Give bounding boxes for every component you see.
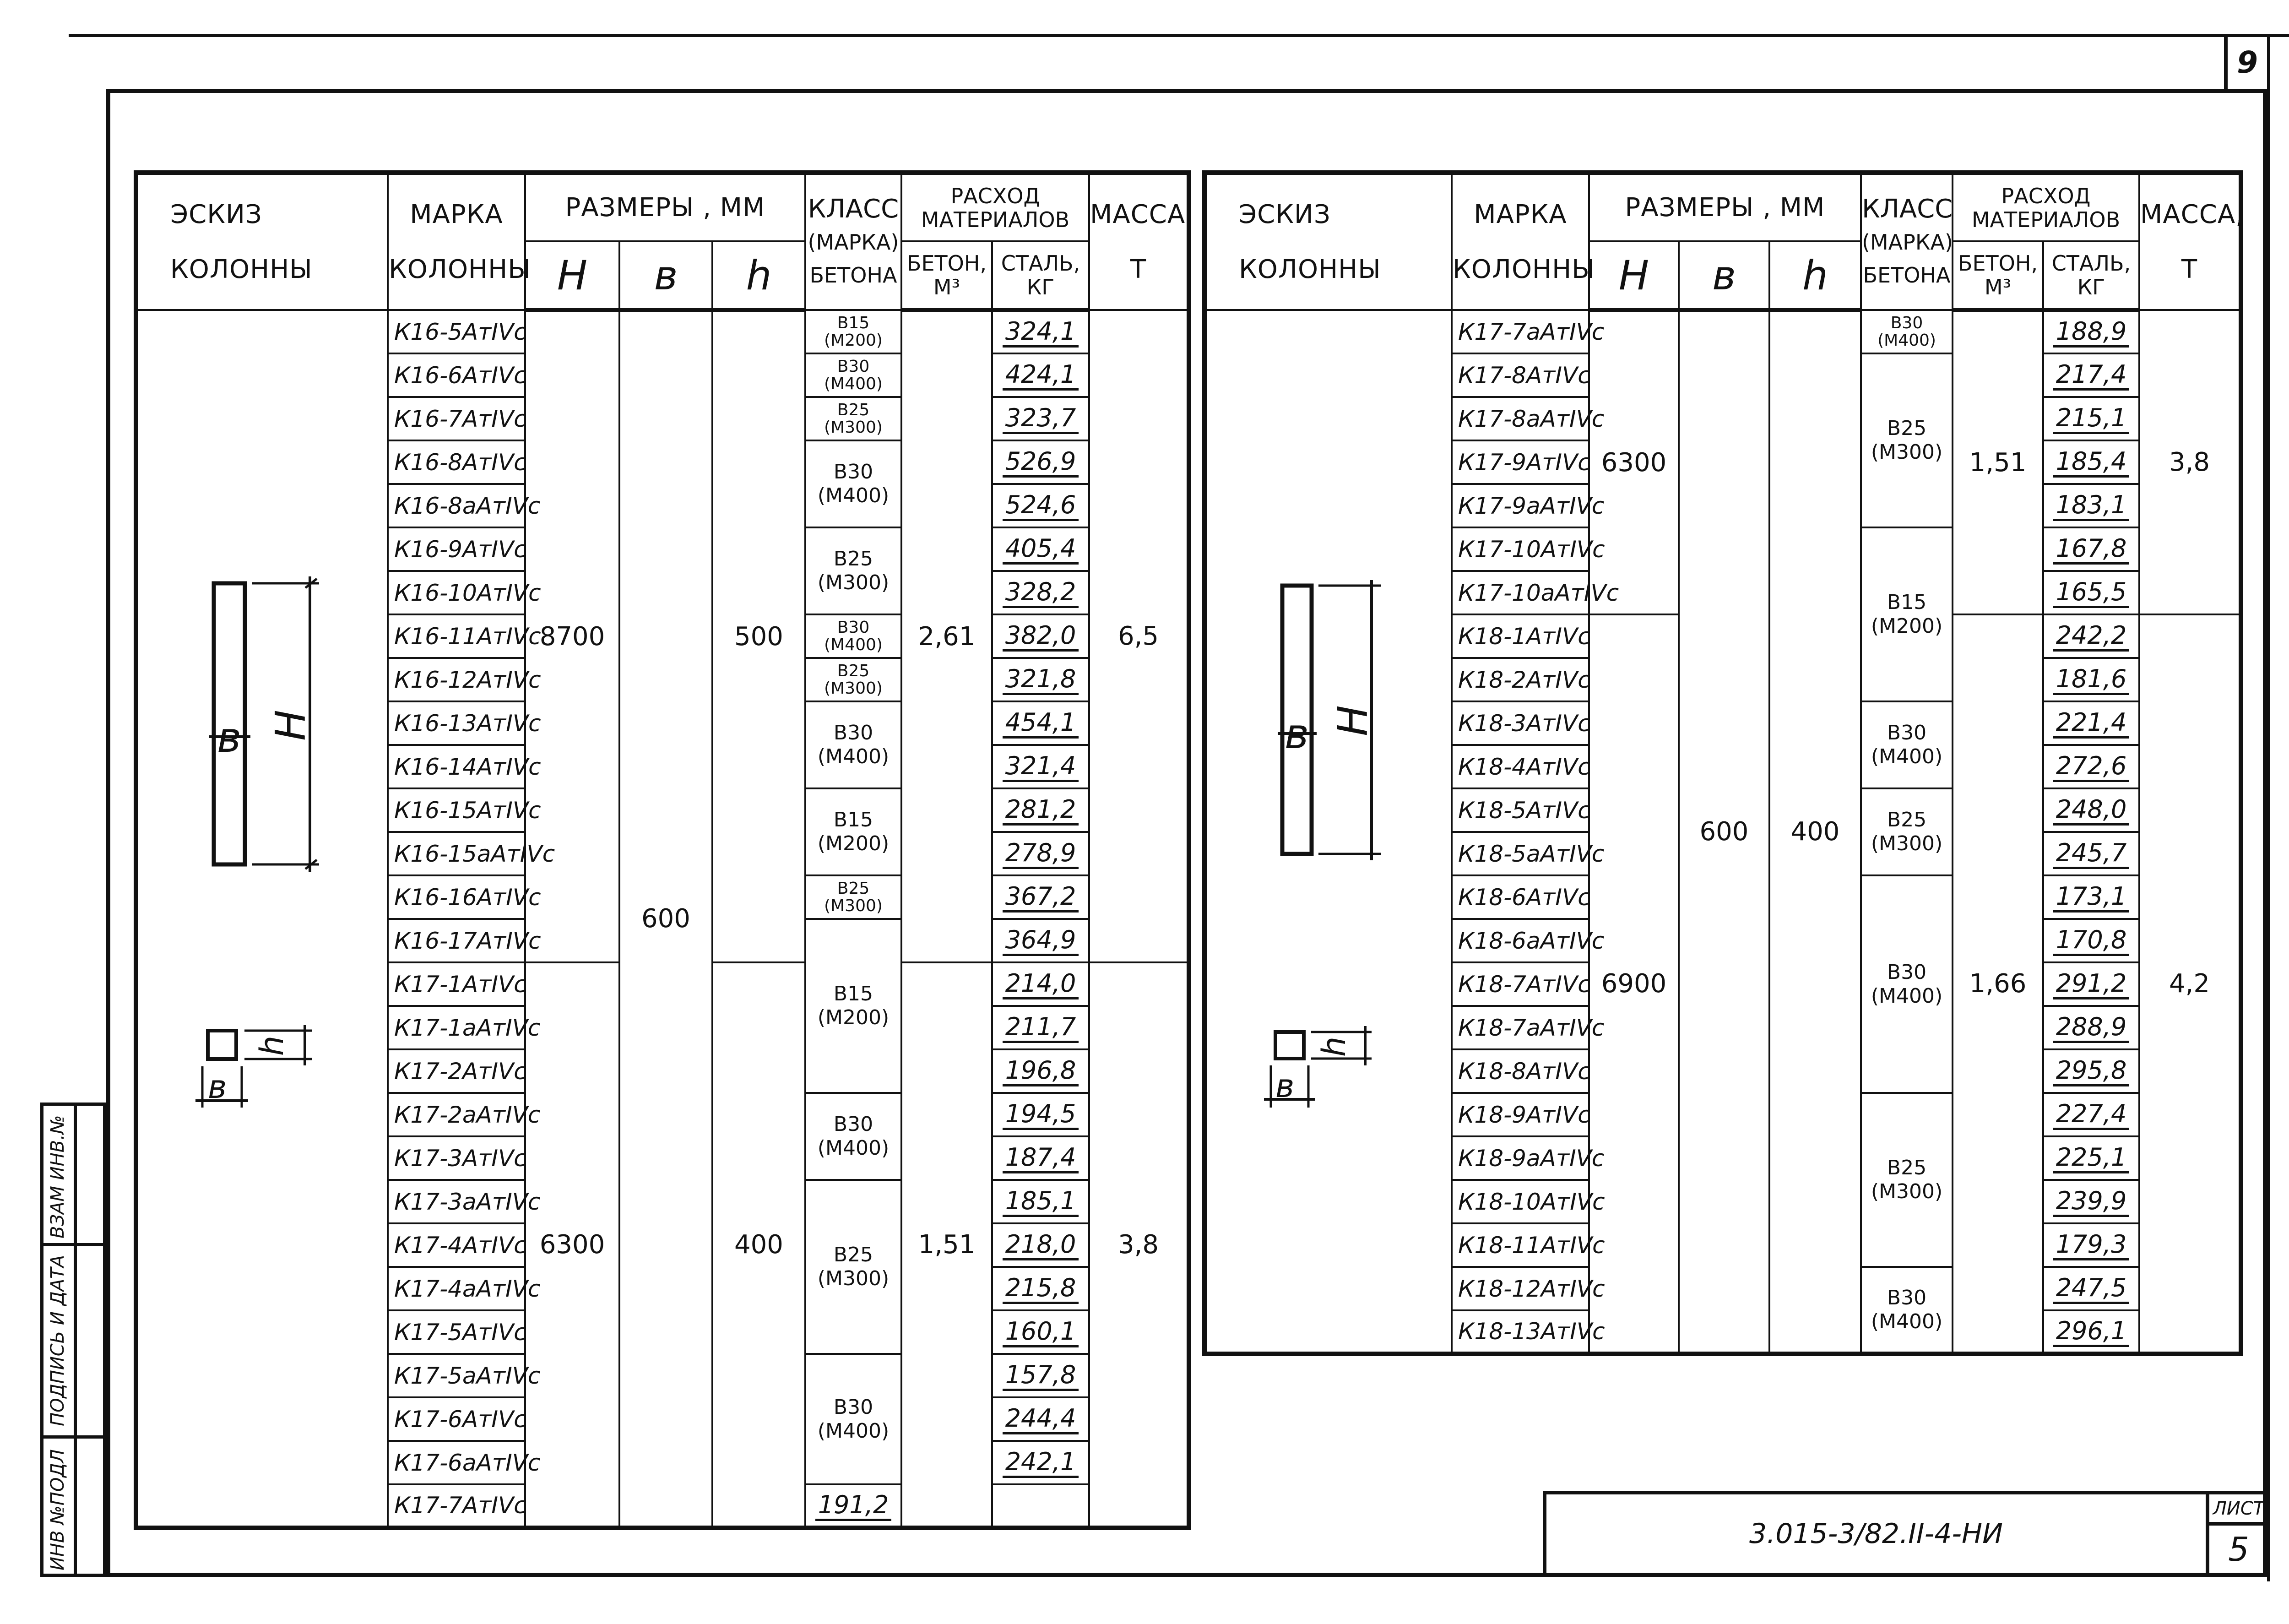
steel-value: 278,9 bbox=[1003, 839, 1079, 869]
header-class: КЛАСС (МАРКА) БЕТОНА bbox=[805, 173, 901, 310]
steel-value: 217,4 bbox=[2053, 361, 2130, 391]
sketch-H-label: H bbox=[266, 710, 315, 741]
steel-mass bbox=[992, 745, 1089, 788]
concrete-class: В25 (М300) bbox=[805, 1180, 901, 1354]
header-concrete: БЕТОН, М³ bbox=[901, 241, 992, 310]
steel-value: 295,8 bbox=[2053, 1057, 2130, 1086]
column-mark: К18-11АтIVс bbox=[1452, 1223, 1589, 1267]
column-mark: К17-2АтIVс bbox=[388, 1049, 525, 1093]
concrete-class: В30 (М400) bbox=[805, 353, 901, 397]
concrete-class: В30 (М400) bbox=[805, 614, 901, 658]
concrete-class: В25 (М300) bbox=[1861, 1093, 1953, 1267]
column-mark: К17-3аАтIVс bbox=[388, 1180, 525, 1223]
header-class: КЛАСС (МАРКА) БЕТОНА bbox=[1861, 173, 1953, 310]
column-mark: К17-8АтIVс bbox=[1452, 353, 1589, 397]
header-mark: МАРКА КОЛОННЫ bbox=[1452, 173, 1589, 310]
steel-mass bbox=[992, 1180, 1089, 1223]
steel-value: 245,7 bbox=[2053, 839, 2130, 869]
column-mark: К17-5АтIVс bbox=[388, 1310, 525, 1354]
steel-mass bbox=[992, 527, 1089, 571]
steel-value: 183,1 bbox=[2053, 491, 2130, 521]
header-usage: РАСХОД МАТЕРИАЛОВ bbox=[1953, 173, 2139, 241]
steel-mass bbox=[2043, 571, 2139, 614]
concrete-class: В30 (М400) bbox=[1861, 310, 1953, 353]
steel-value: 324,1 bbox=[1003, 318, 1079, 348]
steel-value: 191,2 bbox=[815, 1491, 892, 1521]
stamp-signature-date: ПОДПИСЬ И ДАТА bbox=[47, 1255, 68, 1426]
header-b: в bbox=[619, 241, 712, 310]
steel-mass bbox=[2043, 1136, 2139, 1180]
concrete-class: В15 (М200) bbox=[1861, 527, 1953, 701]
column-mark: К16-15АтIVс bbox=[388, 788, 525, 832]
steel-mass bbox=[992, 440, 1089, 484]
steel-mass bbox=[992, 1006, 1089, 1049]
steel-value: 188,9 bbox=[2053, 318, 2130, 348]
steel-value: 239,9 bbox=[2053, 1187, 2130, 1217]
column-mark: К18-9АтIVс bbox=[1452, 1093, 1589, 1136]
column-mark: К18-7аАтIVс bbox=[1452, 1006, 1589, 1049]
concrete-class: В15 (М200) bbox=[805, 788, 901, 875]
steel-value: 296,1 bbox=[2053, 1317, 2130, 1347]
steel-value: 321,8 bbox=[1003, 665, 1079, 695]
column-sketch bbox=[138, 311, 385, 1524]
concrete-class: В30 (М400) bbox=[805, 1093, 901, 1180]
column-mark: К16-7АтIVс bbox=[388, 397, 525, 440]
header-h: h bbox=[712, 241, 805, 310]
column-mark: К16-16АтIVс bbox=[388, 875, 525, 919]
depth-h: 400 bbox=[1769, 310, 1861, 1354]
steel-value: 211,7 bbox=[1003, 1013, 1079, 1043]
steel-value: 367,2 bbox=[1003, 883, 1079, 912]
concrete-class: В30 (М400) bbox=[1861, 701, 1953, 788]
column-mark: К17-1аАтIVс bbox=[388, 1006, 525, 1049]
steel-mass bbox=[2043, 310, 2139, 353]
header-H: H bbox=[525, 241, 619, 310]
steel-mass bbox=[992, 1093, 1089, 1136]
column-mark: К18-1АтIVс bbox=[1452, 614, 1589, 658]
steel-mass bbox=[992, 614, 1089, 658]
column-mark: К18-7АтIVс bbox=[1452, 962, 1589, 1006]
steel-value: 221,4 bbox=[2053, 709, 2130, 739]
steel-mass bbox=[2043, 875, 2139, 919]
header-concrete: БЕТОН, М³ bbox=[1953, 241, 2043, 310]
header-sketch: ЭСКИЗ КОЛОННЫ bbox=[136, 173, 388, 310]
sketch-h-label: h bbox=[253, 1035, 291, 1056]
sheet-label: ЛИСТ bbox=[2213, 1498, 2265, 1519]
steel-value: 424,1 bbox=[1003, 361, 1079, 391]
steel-value: 194,5 bbox=[1003, 1100, 1079, 1130]
steel-value: 225,1 bbox=[2053, 1144, 2130, 1173]
steel-value: 328,2 bbox=[1003, 578, 1079, 608]
steel-value: 288,9 bbox=[2053, 1013, 2130, 1043]
column-mark: К17-2аАтIVс bbox=[388, 1093, 525, 1136]
concrete-class: В25 (М300) bbox=[805, 527, 901, 614]
steel-mass bbox=[2043, 614, 2139, 658]
column-mark: К17-6АтIVс bbox=[388, 1397, 525, 1441]
concrete-volume: 1,51 bbox=[901, 962, 992, 1528]
depth-h: 400 bbox=[712, 962, 805, 1528]
column-mark: К17-7АтIVс bbox=[388, 1484, 525, 1528]
concrete-class: В25 (М300) bbox=[805, 658, 901, 701]
column-mark: К16-15аАтIVс bbox=[388, 832, 525, 875]
right-border-line bbox=[2267, 34, 2270, 1581]
steel-value: 382,0 bbox=[1003, 622, 1079, 652]
sketch-H-label: H bbox=[1329, 705, 1377, 736]
steel-value: 248,0 bbox=[2053, 796, 2130, 826]
column-mark: К17-10аАтIVс bbox=[1452, 571, 1589, 614]
steel-value: 291,2 bbox=[2053, 970, 2130, 999]
column-mark: К18-9аАтIVс bbox=[1452, 1136, 1589, 1180]
steel-value: 165,5 bbox=[2053, 578, 2130, 608]
steel-mass bbox=[2043, 1006, 2139, 1049]
sketch-b-label: в bbox=[217, 714, 242, 762]
sketch-b-label: в bbox=[1285, 710, 1309, 758]
steel-value: 185,4 bbox=[2053, 448, 2130, 478]
column-mark: К18-13АтIVс bbox=[1452, 1310, 1589, 1354]
document-code: 3.015-3/82.II-4-НИ bbox=[1749, 1518, 2003, 1550]
concrete-class: В25 (М300) bbox=[805, 875, 901, 919]
page-number-box bbox=[2224, 37, 2267, 89]
sketch-b-label-2: в bbox=[1275, 1067, 1295, 1105]
stamp-vzam-inv: ВЗАМ ИНВ.№ bbox=[47, 1115, 68, 1238]
height-H: 6900 bbox=[1589, 614, 1679, 1354]
header-mark: МАРКА КОЛОННЫ bbox=[388, 173, 525, 310]
steel-value: 179,3 bbox=[2053, 1231, 2130, 1260]
column-mass: 6,5 bbox=[1089, 310, 1189, 962]
column-mark: К18-4АтIVс bbox=[1452, 745, 1589, 788]
steel-mass bbox=[992, 571, 1089, 614]
steel-mass bbox=[2043, 832, 2139, 875]
column-mass: 4,2 bbox=[2139, 614, 2241, 1354]
steel-mass bbox=[2043, 1310, 2139, 1354]
steel-mass bbox=[992, 875, 1089, 919]
steel-value: 227,4 bbox=[2053, 1100, 2130, 1130]
steel-mass bbox=[2043, 484, 2139, 527]
page-number: 9 bbox=[2237, 45, 2258, 80]
title-stamp bbox=[1543, 1491, 2268, 1577]
header-usage: РАСХОД МАТЕРИАЛОВ bbox=[901, 173, 1089, 241]
steel-mass bbox=[2043, 1223, 2139, 1267]
column-mark: К18-2АтIVс bbox=[1452, 658, 1589, 701]
steel-mass bbox=[992, 919, 1089, 962]
steel-value: 281,2 bbox=[1003, 796, 1079, 826]
column-mark: К16-17АтIVс bbox=[388, 919, 525, 962]
steel-value: 321,4 bbox=[1003, 752, 1079, 782]
column-sketch bbox=[1207, 311, 1449, 1355]
steel-mass bbox=[2043, 1093, 2139, 1136]
steel-mass bbox=[2043, 658, 2139, 701]
steel-mass bbox=[992, 1136, 1089, 1180]
column-mark: К17-5аАтIVс bbox=[388, 1354, 525, 1397]
header-dims: РАЗМЕРЫ , ММ bbox=[1589, 173, 1861, 241]
steel-mass bbox=[992, 701, 1089, 745]
column-mark: К16-12АтIVс bbox=[388, 658, 525, 701]
sheet-number: 5 bbox=[2228, 1530, 2249, 1569]
column-mark: К16-8АтIVс bbox=[388, 440, 525, 484]
left-columns-table bbox=[134, 170, 1194, 1530]
steel-mass bbox=[992, 832, 1089, 875]
column-mark: К16-11АтIVс bbox=[388, 614, 525, 658]
steel-mass bbox=[992, 310, 1089, 353]
steel-mass bbox=[2043, 397, 2139, 440]
header-H: H bbox=[1589, 241, 1679, 310]
steel-value: 364,9 bbox=[1003, 926, 1079, 956]
column-mark: К18-5аАтIVс bbox=[1452, 832, 1589, 875]
steel-value: 526,9 bbox=[1003, 448, 1079, 478]
concrete-class: В15 (М200) bbox=[805, 310, 901, 353]
steel-mass bbox=[2043, 919, 2139, 962]
column-mass: 3,8 bbox=[2139, 310, 2241, 614]
column-mark: К18-6аАтIVс bbox=[1452, 919, 1589, 962]
steel-mass bbox=[2043, 527, 2139, 571]
header-b: в bbox=[1679, 241, 1769, 310]
column-mark: К16-8аАтIVс bbox=[388, 484, 525, 527]
steel-mass bbox=[2043, 1180, 2139, 1223]
column-mark: К18-8АтIVс bbox=[1452, 1049, 1589, 1093]
steel-mass bbox=[992, 1267, 1089, 1310]
steel-value: 247,5 bbox=[2053, 1274, 2130, 1304]
steel-mass bbox=[992, 1223, 1089, 1267]
column-mark: К16-5АтIVс bbox=[388, 310, 525, 353]
column-mass: 3,8 bbox=[1089, 962, 1189, 1528]
concrete-class: В30 (М400) bbox=[1861, 1267, 1953, 1354]
steel-mass bbox=[2043, 701, 2139, 745]
steel-value: 196,8 bbox=[1003, 1057, 1079, 1086]
column-sketch-cell bbox=[136, 310, 388, 1528]
width-b: 600 bbox=[619, 310, 712, 1528]
steel-value: 181,6 bbox=[2053, 665, 2130, 695]
steel-mass bbox=[2043, 440, 2139, 484]
steel-mass bbox=[992, 397, 1089, 440]
concrete-class: В30 (М400) bbox=[805, 440, 901, 527]
width-b: 600 bbox=[1679, 310, 1769, 1354]
concrete-class: В30 (М400) bbox=[805, 1354, 901, 1484]
steel-value: 242,2 bbox=[2053, 622, 2130, 652]
column-mark: К18-10АтIVс bbox=[1452, 1180, 1589, 1223]
steel-value: 173,1 bbox=[2053, 883, 2130, 912]
column-sketch-cell bbox=[1204, 310, 1452, 1354]
steel-value: 157,8 bbox=[1003, 1361, 1079, 1391]
steel-value: 170,8 bbox=[2053, 926, 2130, 956]
steel-value: 454,1 bbox=[1003, 709, 1079, 739]
steel-value: 160,1 bbox=[1003, 1318, 1079, 1347]
column-mark: К17-1АтIVс bbox=[388, 962, 525, 1006]
steel-value: 187,4 bbox=[1003, 1144, 1079, 1173]
concrete-class: В30 (М400) bbox=[1861, 875, 1953, 1093]
steel-mass bbox=[992, 1397, 1089, 1441]
height-H: 6300 bbox=[525, 962, 619, 1528]
steel-mass bbox=[992, 1441, 1089, 1484]
steel-value: 185,1 bbox=[1003, 1187, 1079, 1217]
header-steel: СТАЛЬ, КГ bbox=[2043, 241, 2139, 310]
steel-value: 405,4 bbox=[1003, 535, 1079, 565]
column-mark: К17-9АтIVс bbox=[1452, 440, 1589, 484]
column-mark: К16-6АтIVс bbox=[388, 353, 525, 397]
steel-value: 323,7 bbox=[1003, 404, 1079, 434]
column-mark: К17-3АтIVс bbox=[388, 1136, 525, 1180]
steel-mass bbox=[805, 1484, 901, 1528]
right-columns-table bbox=[1202, 170, 2243, 1356]
steel-mass bbox=[2043, 1267, 2139, 1310]
column-mark: К17-7аАтIVс bbox=[1452, 310, 1589, 353]
column-mark: К16-13АтIVс bbox=[388, 701, 525, 745]
concrete-class: В25 (М300) bbox=[805, 397, 901, 440]
column-mark: К17-8аАтIVс bbox=[1452, 397, 1589, 440]
column-mark: К18-12АтIVс bbox=[1452, 1267, 1589, 1310]
sketch-b-label-2: в bbox=[208, 1068, 227, 1106]
column-mark: К18-5АтIVс bbox=[1452, 788, 1589, 832]
height-H: 6300 bbox=[1589, 310, 1679, 614]
steel-mass bbox=[2043, 353, 2139, 397]
height-H: 8700 bbox=[525, 310, 619, 962]
header-h: h bbox=[1769, 241, 1861, 310]
concrete-class: В25 (М300) bbox=[1861, 788, 1953, 875]
steel-mass bbox=[992, 1354, 1089, 1397]
column-mark: К18-6АтIVс bbox=[1452, 875, 1589, 919]
column-mark: К16-10АтIVс bbox=[388, 571, 525, 614]
steel-mass bbox=[992, 788, 1089, 832]
top-rule bbox=[69, 34, 2289, 37]
header-sketch: ЭСКИЗ КОЛОННЫ bbox=[1204, 173, 1452, 310]
steel-value: 215,1 bbox=[2053, 404, 2130, 434]
concrete-class: В30 (М400) bbox=[805, 701, 901, 788]
side-stamp bbox=[40, 1103, 106, 1577]
header-dims: РАЗМЕРЫ , ММ bbox=[525, 173, 805, 241]
steel-value: 272,6 bbox=[2053, 752, 2130, 782]
concrete-volume: 2,61 bbox=[901, 310, 992, 962]
column-mark: К17-4АтIVс bbox=[388, 1223, 525, 1267]
table-row bbox=[136, 310, 1189, 353]
stamp-inv-podl: ИНВ №ПОДЛ bbox=[47, 1449, 68, 1570]
steel-mass bbox=[992, 353, 1089, 397]
column-mark: К16-9АтIVс bbox=[388, 527, 525, 571]
steel-mass bbox=[2043, 962, 2139, 1006]
header-mass: МАССА, Т bbox=[2139, 173, 2241, 310]
steel-mass bbox=[992, 1310, 1089, 1354]
steel-mass bbox=[2043, 745, 2139, 788]
column-mark: К17-4аАтIVс bbox=[388, 1267, 525, 1310]
header-mass: МАССА, Т bbox=[1089, 173, 1189, 310]
steel-mass bbox=[992, 1049, 1089, 1093]
steel-value: 215,8 bbox=[1003, 1274, 1079, 1304]
steel-value: 218,0 bbox=[1003, 1231, 1079, 1260]
steel-mass bbox=[2043, 1049, 2139, 1093]
steel-mass bbox=[992, 658, 1089, 701]
column-mark: К17-10АтIVс bbox=[1452, 527, 1589, 571]
steel-value: 244,4 bbox=[1003, 1405, 1079, 1434]
concrete-class: В25 (М300) bbox=[1861, 353, 1953, 527]
column-mark: К17-6аАтIVс bbox=[388, 1441, 525, 1484]
steel-value: 242,1 bbox=[1003, 1448, 1079, 1478]
table-row bbox=[1204, 310, 2241, 353]
concrete-volume: 1,66 bbox=[1953, 614, 2043, 1354]
steel-mass bbox=[992, 962, 1089, 1006]
steel-mass bbox=[2043, 788, 2139, 832]
header-steel: СТАЛЬ, КГ bbox=[992, 241, 1089, 310]
concrete-class: В15 (М200) bbox=[805, 919, 901, 1093]
column-mark: К18-3АтIVс bbox=[1452, 701, 1589, 745]
steel-mass bbox=[992, 484, 1089, 527]
sketch-h-label: h bbox=[1315, 1036, 1353, 1057]
steel-value: 167,8 bbox=[2053, 535, 2130, 565]
column-mark: К17-9аАтIVс bbox=[1452, 484, 1589, 527]
depth-h: 500 bbox=[712, 310, 805, 962]
steel-value: 524,6 bbox=[1003, 491, 1079, 521]
steel-value: 214,0 bbox=[1003, 970, 1079, 999]
column-mark: К16-14АтIVс bbox=[388, 745, 525, 788]
concrete-volume: 1,51 bbox=[1953, 310, 2043, 614]
